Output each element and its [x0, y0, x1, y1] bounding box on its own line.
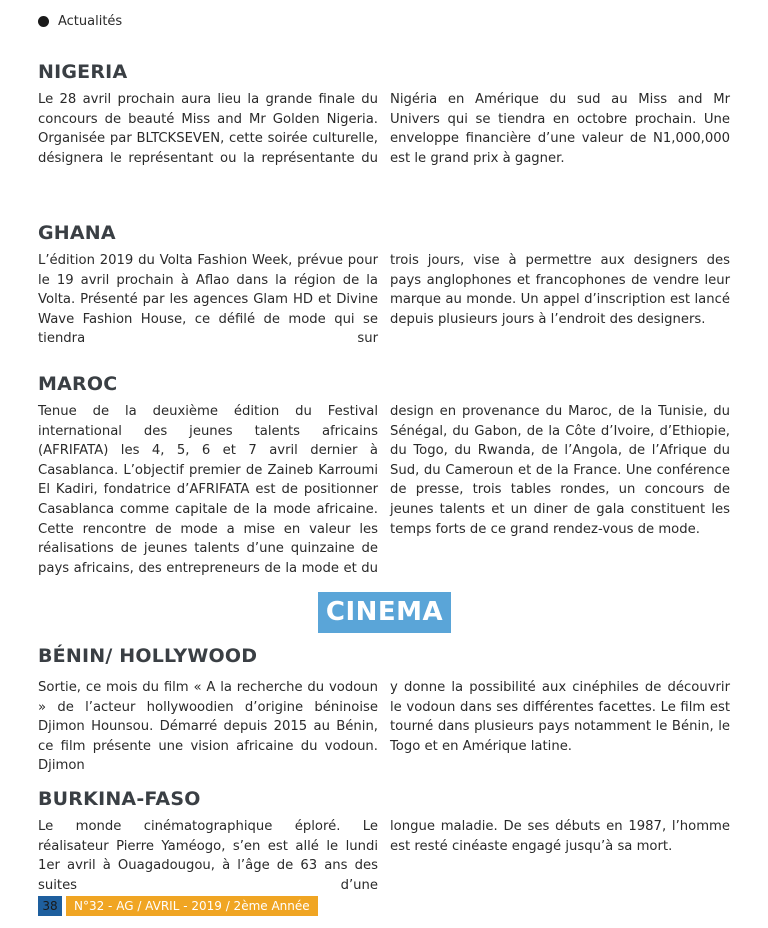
- article-maroc: [38, 372, 730, 578]
- article-right-column: longue maladie. De ses débuts en 1987, l’homme est resté cinéaste engagé jusqu’à sa mort.: [390, 819, 730, 854]
- article-right-column: trois jours, vise à permettre aux designers des pays anglophones et francophones de vendre leur marque au monde. Un appel d’inscription est lancé depuis plusieurs jours à l’endroit des designers.: [390, 253, 730, 327]
- issue-info: N°32 - AG / AVRIL - 2019 / 2ème Année: [66, 896, 318, 916]
- article-title: MAROC: [38, 373, 118, 395]
- section-label: Actualités: [58, 14, 123, 29]
- article-benin-hollywood: [38, 644, 730, 776]
- cinema-banner: CINEMA: [318, 592, 451, 633]
- article-ghana: [38, 221, 730, 349]
- article-left-column: Le monde cinématographique éploré. Le réalisateur Pierre Yaméogo, s’en est allé le lundi 1er avril à Ouagadougou, à l’âge de 63 ans des suites d’une: [38, 819, 378, 893]
- article-title: NIGERIA: [38, 61, 128, 83]
- article-right-column: design en provenance du Maroc, de la Tunisie, du Sénégal, du Gabon, de la Côte d’Ivoire, d’Ethiopie, du Togo, du Rwanda, de l’Angola, de l’Afrique du Sud, du Cameroun et de la France. Une conférence de presse, trois tables rondes, un concours de jeunes talents et un diner de gala constituent les temps forts de ce grand rendez-vous de mode.: [390, 404, 730, 537]
- article-right-column: y donne la possibilité aux cinéphiles de découvrir le vodoun dans ses différentes facettes. Le film est tourné dans plusieurs pays notamment le Bénin, le Togo et en Amérique latine.: [390, 680, 730, 754]
- page-number: 38: [38, 896, 62, 916]
- article-left-column: Le 28 avril prochain aura lieu la grande finale du concours de beauté Miss and Mr Golden Nigeria. Organisée par BLTCKSEVEN, cette soirée culturelle, désignera le représentant ou la représentante du: [38, 92, 378, 166]
- article-title: BURKINA-FASO: [38, 788, 201, 810]
- page-footer: [38, 896, 318, 916]
- article-burkina-faso: [38, 787, 730, 895]
- section-header: [38, 14, 122, 29]
- article-right-column: Nigéria en Amérique du sud au Miss and Mr Univers qui se tiendra en octobre prochain. Une enveloppe financière d’une valeur de N1,000,000 est le grand prix à gagner.: [390, 92, 730, 166]
- article-left-column: Sortie, ce mois du film « A la recherche du vodoun » de l’acteur hollywoodien d’origine béninoise Djimon Hounsou. Démarré depuis 2015 au Bénin, ce film présente une vision africaine du vodoun. Djimon: [38, 680, 378, 774]
- article-left-column: L’édition 2019 du Volta Fashion Week, prévue pour le 19 avril prochain à Aflao dans la région de la Volta. Présenté par les agences Glam HD et Divine Wave Fashion House, ce défilé de mode qui se tiendra sur: [38, 253, 378, 347]
- article-left-column: Tenue de la deuxième édition du Festival international des jeunes talents africains (AFRIFATA) les 4, 5, 6 et 7 avril dernier à Casablanca. L’objectif premier de Zaineb Karroumi El Kadiri, fondatrice d’AFRIFATA est de positionner Casablanca comme capitale de la mode africaine. Cette rencontre de mode a mise en valeur les réalisations de jeunes talents d’une quinzaine de pays africains, des entrepreneurs de la mode et du: [38, 404, 378, 576]
- article-title: GHANA: [38, 222, 116, 244]
- article-nigeria: [38, 60, 730, 168]
- article-title: BÉNIN/ HOLLYWOOD: [38, 645, 258, 667]
- bullet-icon: [38, 16, 49, 27]
